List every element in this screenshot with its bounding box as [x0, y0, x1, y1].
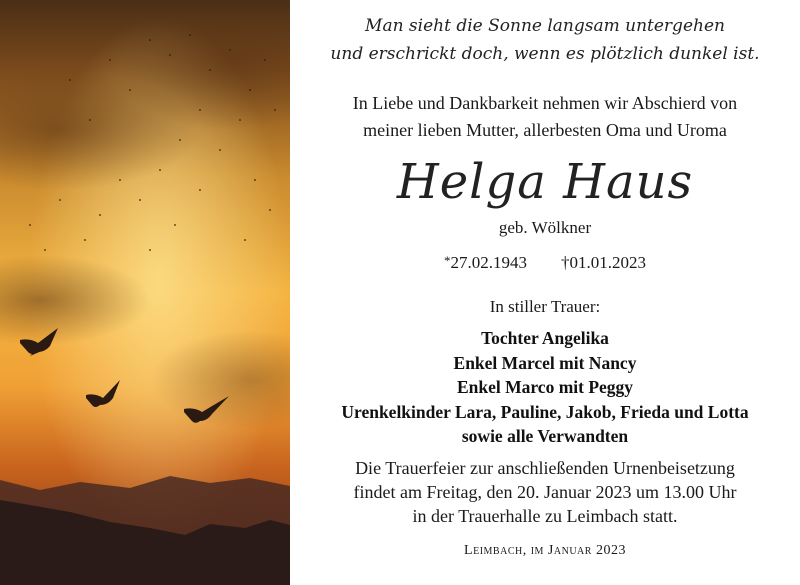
funeral-line: Die Trauerfeier zur anschließenden Urnenbeisetzung — [355, 458, 735, 478]
birth-name: geb. Wölkner — [498, 218, 592, 237]
intro-text — [290, 90, 800, 144]
birth-star-icon: * — [444, 253, 451, 268]
mourner-item: sowie alle Verwandten — [461, 426, 629, 446]
birth-date: 27.02.1943 — [450, 253, 527, 272]
motto-line: und erschrickt doch, wenn es plötzlich dunkel ist. — [330, 44, 760, 64]
death-date: 01.01.2023 — [569, 253, 646, 272]
mourner-item: Enkel Marco mit Peggy — [456, 377, 634, 397]
mourner-item: Urenkelkinder Lara, Pauline, Jakob, Frieda und Lotta — [341, 401, 749, 422]
life-dates — [290, 253, 800, 273]
funeral-line: in der Trauerhalle zu Leimbach statt. — [412, 506, 678, 526]
motto-line: Man sieht die Sonne langsam untergehen — [365, 16, 725, 36]
motto-quote — [290, 12, 800, 68]
mourner-item: Tochter Angelika — [481, 328, 609, 348]
funeral-details — [290, 456, 800, 528]
deceased-name: Helga Haus — [396, 154, 694, 210]
mourning-label: In stiller Trauer: — [489, 297, 601, 316]
mourner-item: Enkel Marcel mit Nancy — [453, 352, 637, 373]
sunset-photo — [0, 0, 290, 585]
place-and-date: Leimbach, im Januar 2023 — [464, 543, 626, 558]
intro-line: In Liebe und Dankbarkeit nehmen wir Abschierd von — [352, 93, 738, 113]
funeral-line: findet am Freitag, den 20. Januar 2023 um 13.00 Uhr — [353, 482, 737, 502]
death-cross-icon: † — [561, 253, 570, 272]
intro-line: meiner lieben Mutter, allerbesten Oma und Uroma — [363, 120, 727, 140]
obituary-text — [290, 0, 800, 585]
mourners-list — [290, 326, 800, 449]
